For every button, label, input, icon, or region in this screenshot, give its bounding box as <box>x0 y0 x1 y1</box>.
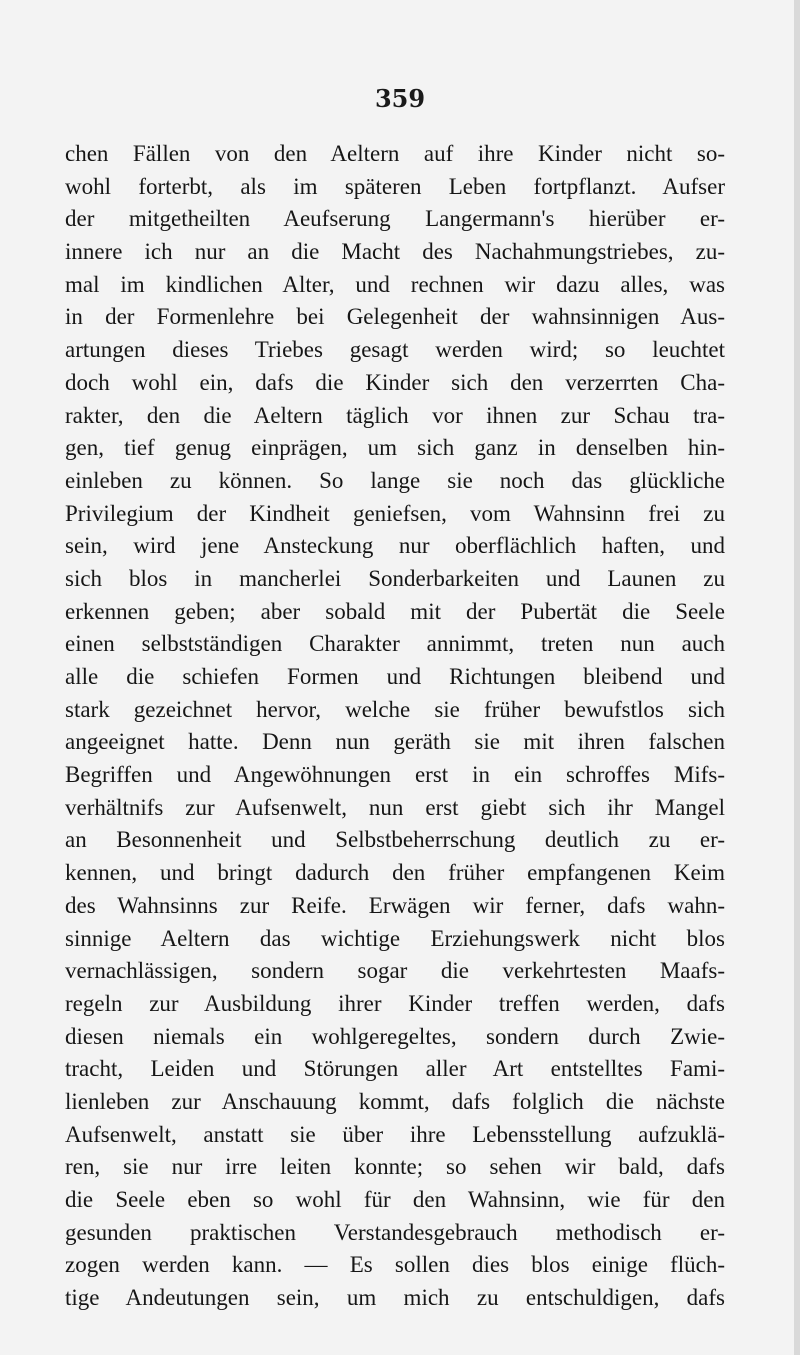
text-line: sein, wird jene Ansteckung nur oberflächlich haften, und <box>65 533 725 559</box>
text-line: zogen werden kann. — Es sollen dies blos einige flüch- <box>65 1252 725 1278</box>
text-line: ren, sie nur irre leiten konnte; so sehen wir bald, dafs <box>65 1154 725 1180</box>
text-line: stark gezeichnet hervor, welche sie früher bewufstlos sich <box>65 696 725 722</box>
text-line: einleben zu können. So lange sie noch das glückliche <box>65 467 725 493</box>
text-line: chen Fällen von den Aeltern auf ihre Kinder nicht so- <box>65 141 725 166</box>
text-line: mal im kindlichen Alter, und rechnen wir dazu alles, was <box>65 271 725 297</box>
text-line: der mitgetheilten Aeufserung Langermann's hierüber er- <box>65 206 725 232</box>
text-line: Aufsenwelt, anstatt sie über ihre Lebensstellung aufzuklä- <box>65 1121 725 1147</box>
text-line: sinnige Aeltern das wichtige Erziehungswerk nicht blos <box>65 925 725 951</box>
text-line: gesunden praktischen Verstandesgebrauch methodisch er- <box>65 1219 725 1245</box>
text-line: in der Formenlehre bei Gelegenheit der wahnsinnigen Aus- <box>65 304 725 330</box>
text-line: artungen dieses Triebes gesagt werden wird; so leuchtet <box>65 337 725 363</box>
text-line: tige Andeutungen sein, um mich zu entschuldigen, dafs <box>65 1285 725 1311</box>
text-line: die Seele eben so wohl für den Wahnsinn, wie für den <box>65 1187 725 1212</box>
text-line: Privilegium der Kindheit geniefsen, vom Wahnsinn frei zu <box>65 500 725 526</box>
text-line: lienleben zur Anschauung kommt, dafs folglich die nächste <box>65 1088 725 1114</box>
text-line: diesen niemals ein wohlgeregeltes, sondern durch Zwie- <box>65 1023 725 1049</box>
text-line: kennen, und bringt dadurch den früher empfangenen Keim <box>65 860 725 886</box>
text-line: sich blos in mancherlei Sonderbarkeiten und Launen zu <box>65 565 725 591</box>
text-line: wohl forterbt, als im späteren Leben fortpflanzt. Aufser <box>65 173 725 199</box>
text-line: Begriffen und Angewöhnungen erst in ein schroffes Mifs- <box>65 762 725 788</box>
page-number: 359 <box>374 84 426 113</box>
text-line: innere ich nur an die Macht des Nachahmungstriebes, zu- <box>65 239 725 265</box>
text-line: an Besonnenheit und Selbstbeherrschung deutlich zu er- <box>65 827 725 853</box>
text-line: gen, tief genug einprägen, um sich ganz in denselben hin- <box>65 435 725 461</box>
text-line: angeeignet hatte. Denn nun geräth sie mit ihren falschen <box>65 729 725 755</box>
text-line: rakter, den die Aeltern täglich vor ihnen zur Schau tra- <box>65 402 725 428</box>
text-line: doch wohl ein, dafs die Kinder sich den verzerrten Cha- <box>65 369 725 395</box>
text-line: des Wahnsinns zur Reife. Erwägen wir ferner, dafs wahn- <box>65 892 725 918</box>
text-line: tracht, Leiden und Störungen aller Art entstelltes Fami- <box>65 1056 725 1082</box>
text-line: verhältnifs zur Aufsenwelt, nun erst giebt sich ihr Mangel <box>65 794 725 820</box>
body-text <box>65 138 725 1315</box>
text-line: vernachlässigen, sondern sogar die verkehrtesten Maafs- <box>65 958 725 984</box>
text-line: regeln zur Ausbildung ihrer Kinder treffen werden, dafs <box>65 990 725 1016</box>
text-line: einen selbstständigen Charakter annimmt, treten nun auch <box>65 631 725 657</box>
text-line: erkennen geben; aber sobald mit der Pubertät die Seele <box>65 598 725 624</box>
text-line: alle die schiefen Formen und Richtungen bleibend und <box>65 664 725 689</box>
